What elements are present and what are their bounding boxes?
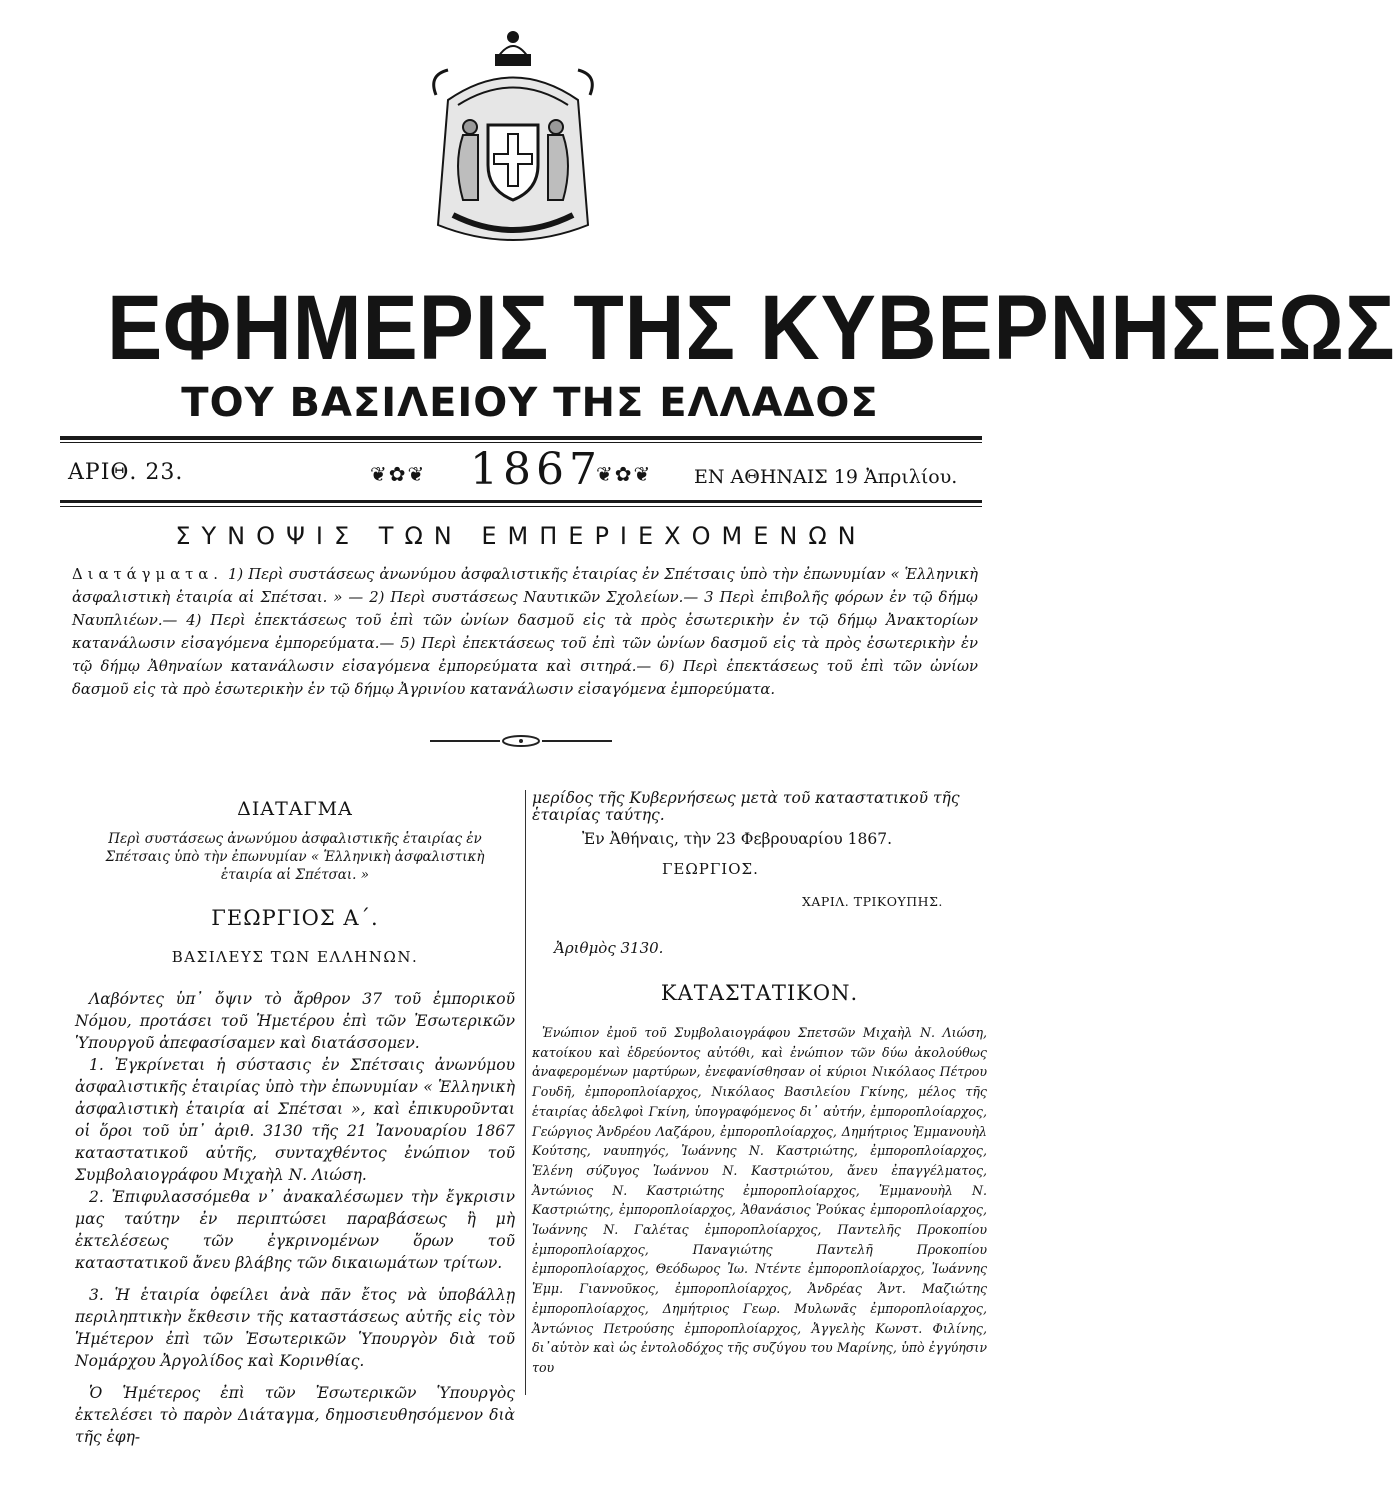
decree-execution-clause: Ὁ Ἡμέτερος ἐπὶ τῶν Ἐσωτερικῶν Ὑπουργὸς ἐκτελέσει τὸ παρὸν Διάταγμα, δημοσιευθησόμενον διὰ τῆς ἐφη- xyxy=(75,1384,515,1446)
statute-column xyxy=(532,790,987,1378)
king-name: ΓΕΩΡΓΙΟΣ Α΄. xyxy=(211,906,379,930)
ornament-left: ❦✿❦ xyxy=(370,462,427,486)
header-rule-bottom-thin xyxy=(60,506,982,507)
royal-coat-of-arms xyxy=(418,25,608,260)
signature-king: ΓΕΩΡΓΙΟΣ. xyxy=(662,860,759,878)
decree-article-3: 3. Ἡ ἑταιρία ὀφείλει ἀνὰ πᾶν ἔτος νὰ ὑποβάλλῃ περιληπτικὴν ἔκθεσιν τῆς καταστάσεως αὐτῆς εἰς τὸν Ἡμέτερον ἐπὶ τῶν Ἐσωτερικῶν Ὑπουργὸν διὰ τοῦ Νομάρχου Ἀργολίδος καὶ Κορινθίας. xyxy=(75,1286,515,1370)
header-rule-thin xyxy=(60,442,982,443)
decree-article-1: 1. Ἐγκρίνεται ἡ σύστασις ἐν Σπέτσαις ἀνωνύμου ἀσφαλιστικῆς ἑταιρίας ὑπὸ τὴν ἐπωνυμίαν « Ἑλληνικὴ ἀσφαλιστικὴ ἑταιρία αἱ Σπέτσαι », καὶ ἐπικυροῦνται οἱ ὅροι τοῦ ὑπ᾽ ἀριθ. 3130 τῆς 21 Ἰανουαρίου 1867 καταστατικοῦ αὐτῆς, συνταχθέντος ἐνώπιον τοῦ Συμβολαιογράφου Μιχαὴλ Ν. Λιώση. xyxy=(75,1056,515,1184)
header-rule-bottom xyxy=(60,500,982,503)
decree-column xyxy=(75,790,515,1448)
synopsis-body: 1) Περὶ συστάσεως ἀνωνύμου ἀσφαλιστικῆς ἑταιρίας ἐν Σπέτσαις ὑπὸ τὴν ἐπωνυμίαν « Ἑλληνικὴ ἀσφαλιστικὴ ἑταιρία αἱ Σπέτσαι. » — 2) Περὶ συστάσεως Ναυτικῶν Σχολείων.— 3 Περὶ ἐπιβολῆς φόρων ἐν τῷ δήμῳ Ναυπλιέων.— 4) Περὶ ἐπεκτάσεως τοῦ ἐπὶ τῶν ὠνίων δασμοῦ εἰς τὰ πρὸς ἐσωτερικὴν ἐν τῷ δήμῳ Ἀνακτορίων κατανάλωσιν εἰσαγόμενα ἐμπορεύματα.— 5) Περὶ ἐπεκτάσεως τοῦ ἐπὶ τῶν ὠνίων δασμοῦ εἰς τὰ πρὸς ἐσωτερικὴν ἐν τῷ δήμῳ Ἀθηναίων κατανάλωσιν εἰσαγόμενα ἐμπορεύματα καὶ σιτηρά.— 6) Περὶ ἐπεκτάσεως τοῦ ἐπὶ τῶν ὠνίων δασμοῦ εἰς τὰ πρὸ ἐσωτερικὴν ἐν τῷ δήμῳ Ἀγρινίου κατανάλωσιν εἰσαγόμενα ἐμπορεύματα. xyxy=(72,566,978,698)
synopsis-lead: Διατάγματα. xyxy=(72,566,223,583)
decree-continuation: μερίδος τῆς Κυβερνήσεως μετὰ τοῦ καταστατικοῦ τῆς ἑταιρίας ταύτης. xyxy=(532,789,960,824)
king-title: ΒΑΣΙΛΕΥΣ ΤΩΝ ΕΛΛΗΝΩΝ. xyxy=(171,948,419,966)
issue-year: 1867 xyxy=(470,444,602,495)
issue-number: ΑΡΙΘ. 23. xyxy=(68,460,184,485)
ornament-right: ❦✿❦ xyxy=(596,462,653,486)
decree-subtitle: Περὶ συστάσεως ἀνωνύμου ἀσφαλιστικῆς ἑταιρίας ἐν Σπέτσαις ὑπὸ τὴν ἐπωνυμίαν « Ἑλληνικὴ ἀσφαλιστικὴ ἑταιρία αἱ Σπέτσαι. » xyxy=(105,831,485,883)
newspaper-title: ΕΦΗΜΕΡΙΣ ΤΗΣ ΚΥΒΕΡΝΗΣΕΩΣ xyxy=(107,277,1396,379)
synopsis-title: ΣΥΝΟΨΙΣ ΤΩΝ ΕΜΠΕΡΙΕΧΟΜΕΝΩΝ xyxy=(175,522,867,550)
decree-article-2: 2. Ἐπιφυλασσόμεθα ν᾽ ἀνακαλέσωμεν τὴν ἔγκρισιν μας ταύτην ἐν περιπτώσει παραβάσεως ἢ μὴ ἐκτελέσεως τῶν ἐγκρινομένων ὅρων τοῦ καταστατικοῦ ἄνευ βλάβης τῶν δικαιωμάτων τρίτων. xyxy=(75,1188,515,1272)
statute-body: Ἐνώπιον ἐμοῦ τοῦ Συμβολαιογράφου Σπετσῶν Μιχαὴλ Ν. Λιώση, κατοίκου καὶ ἑδρεύοντος αὐτόθι, καὶ ἐνώπιον τῶν δύω ἀκολούθως ἀναφερομένων μαρτύρων, ἐνεφανίσθησαν οἱ κύριοι Νικόλαος Πέτρου Γουδῆ, ἐμποροπλοίαρχος, Νικόλαος Βασιλείου Γκίνης, μέλος τῆς ἑταιρίας ἀδελφοὶ Γκίνη, ὑπογραφόμενος δι᾽ αὐτήν, ἐμποροπλοίαρχος, Γεώργιος Ἀνδρέου Λαζάρου, ἐμποροπλοίαρχος, Δημήτριος Ἐμμανουὴλ Κούτσης, ναυπηγός, Ἰωάννης Ν. Καστριώτης, ἐμποροπλοίαρχος, Ἑλένη σύζυγος Ἰωάννου Ν. Καστριώτου, ἄνευ ἐπαγγέλματος, Ἀντώνιος Ν. Καστριώτης ἐμποροπλοίαρχος, Ἐμμανουὴλ Ν. Καστριώτης, ἐμποροπλοίαρχος, Ἀθανάσιος Ῥούκας ἐμποροπλοίαρχος, Ἰωάννης Ν. Γαλέτας ἐμποροπλοίαρχος, Παντελῆς Προκοπίου ἐμποροπλοίαρχος, Παναγιώτης Παντελῆ Προκοπίου ἐμποροπλοίαρχος, Θεόδωρος Ἰω. Ντέντε ἐμποροπλοίαρχος, Ἰωάννης Ἐμμ. Γιαννοῦκος, ἐμποροπλοίαρχος, Ἀνδρέας Ἀντ. Μαζιώτης ἐμποροπλοίαρχος, Δημήτριος Γεωρ. Μυλωνᾶς ἐμποροπλοίαρχος, Ἀντώνιος Πετρούσης ἐμποροπλοίαρχος, Ἀγγελὴς Κωνστ. Φιλίνης, δι᾽αὑτὸν καὶ ὡς ἐντολοδόχος τῆς συζύγου του Μαρίνης, ὑπὸ ἐγγύησιν του xyxy=(532,1025,987,1375)
statute-number: Ἀριθμὸς 3130. xyxy=(554,939,664,957)
column-divider xyxy=(525,790,526,1395)
statute-heading: ΚΑΤΑΣΤΑΤΙΚΟΝ. xyxy=(660,981,859,1005)
section-separator xyxy=(60,733,982,749)
signature-minister: ΧΑΡΙΛ. ΤΡΙΚΟΥΠΗΣ. xyxy=(802,894,943,909)
newspaper-subtitle: ΤΟΥ ΒΑΣΙΛΕΙΟΥ ΤΗΣ ΕΛΛΑΔΟΣ xyxy=(181,380,879,426)
decree-place-date: Ἐν Ἀθήναις, τὴν 23 Φεβρουαρίου 1867. xyxy=(582,830,893,848)
issue-place-date: ΕΝ ΑΘΗΝΑΙΣ 19 Ἀπριλίου. xyxy=(694,466,958,488)
decree-title: ΔΙΑΤΑΓΜΑ xyxy=(237,798,353,820)
synopsis-text xyxy=(72,563,978,701)
decree-paragraph: Λαβόντες ὑπ᾽ ὄψιν τὸ ἄρθρον 37 τοῦ ἐμπορικοῦ Νόμου, προτάσει τοῦ Ἡμετέρου ἐπὶ τῶν Ἐσωτερικῶν Ὑπουργοῦ ἀπεφασίσαμεν καὶ διατάσσομεν. xyxy=(75,990,515,1052)
header-rule-top xyxy=(60,436,982,440)
